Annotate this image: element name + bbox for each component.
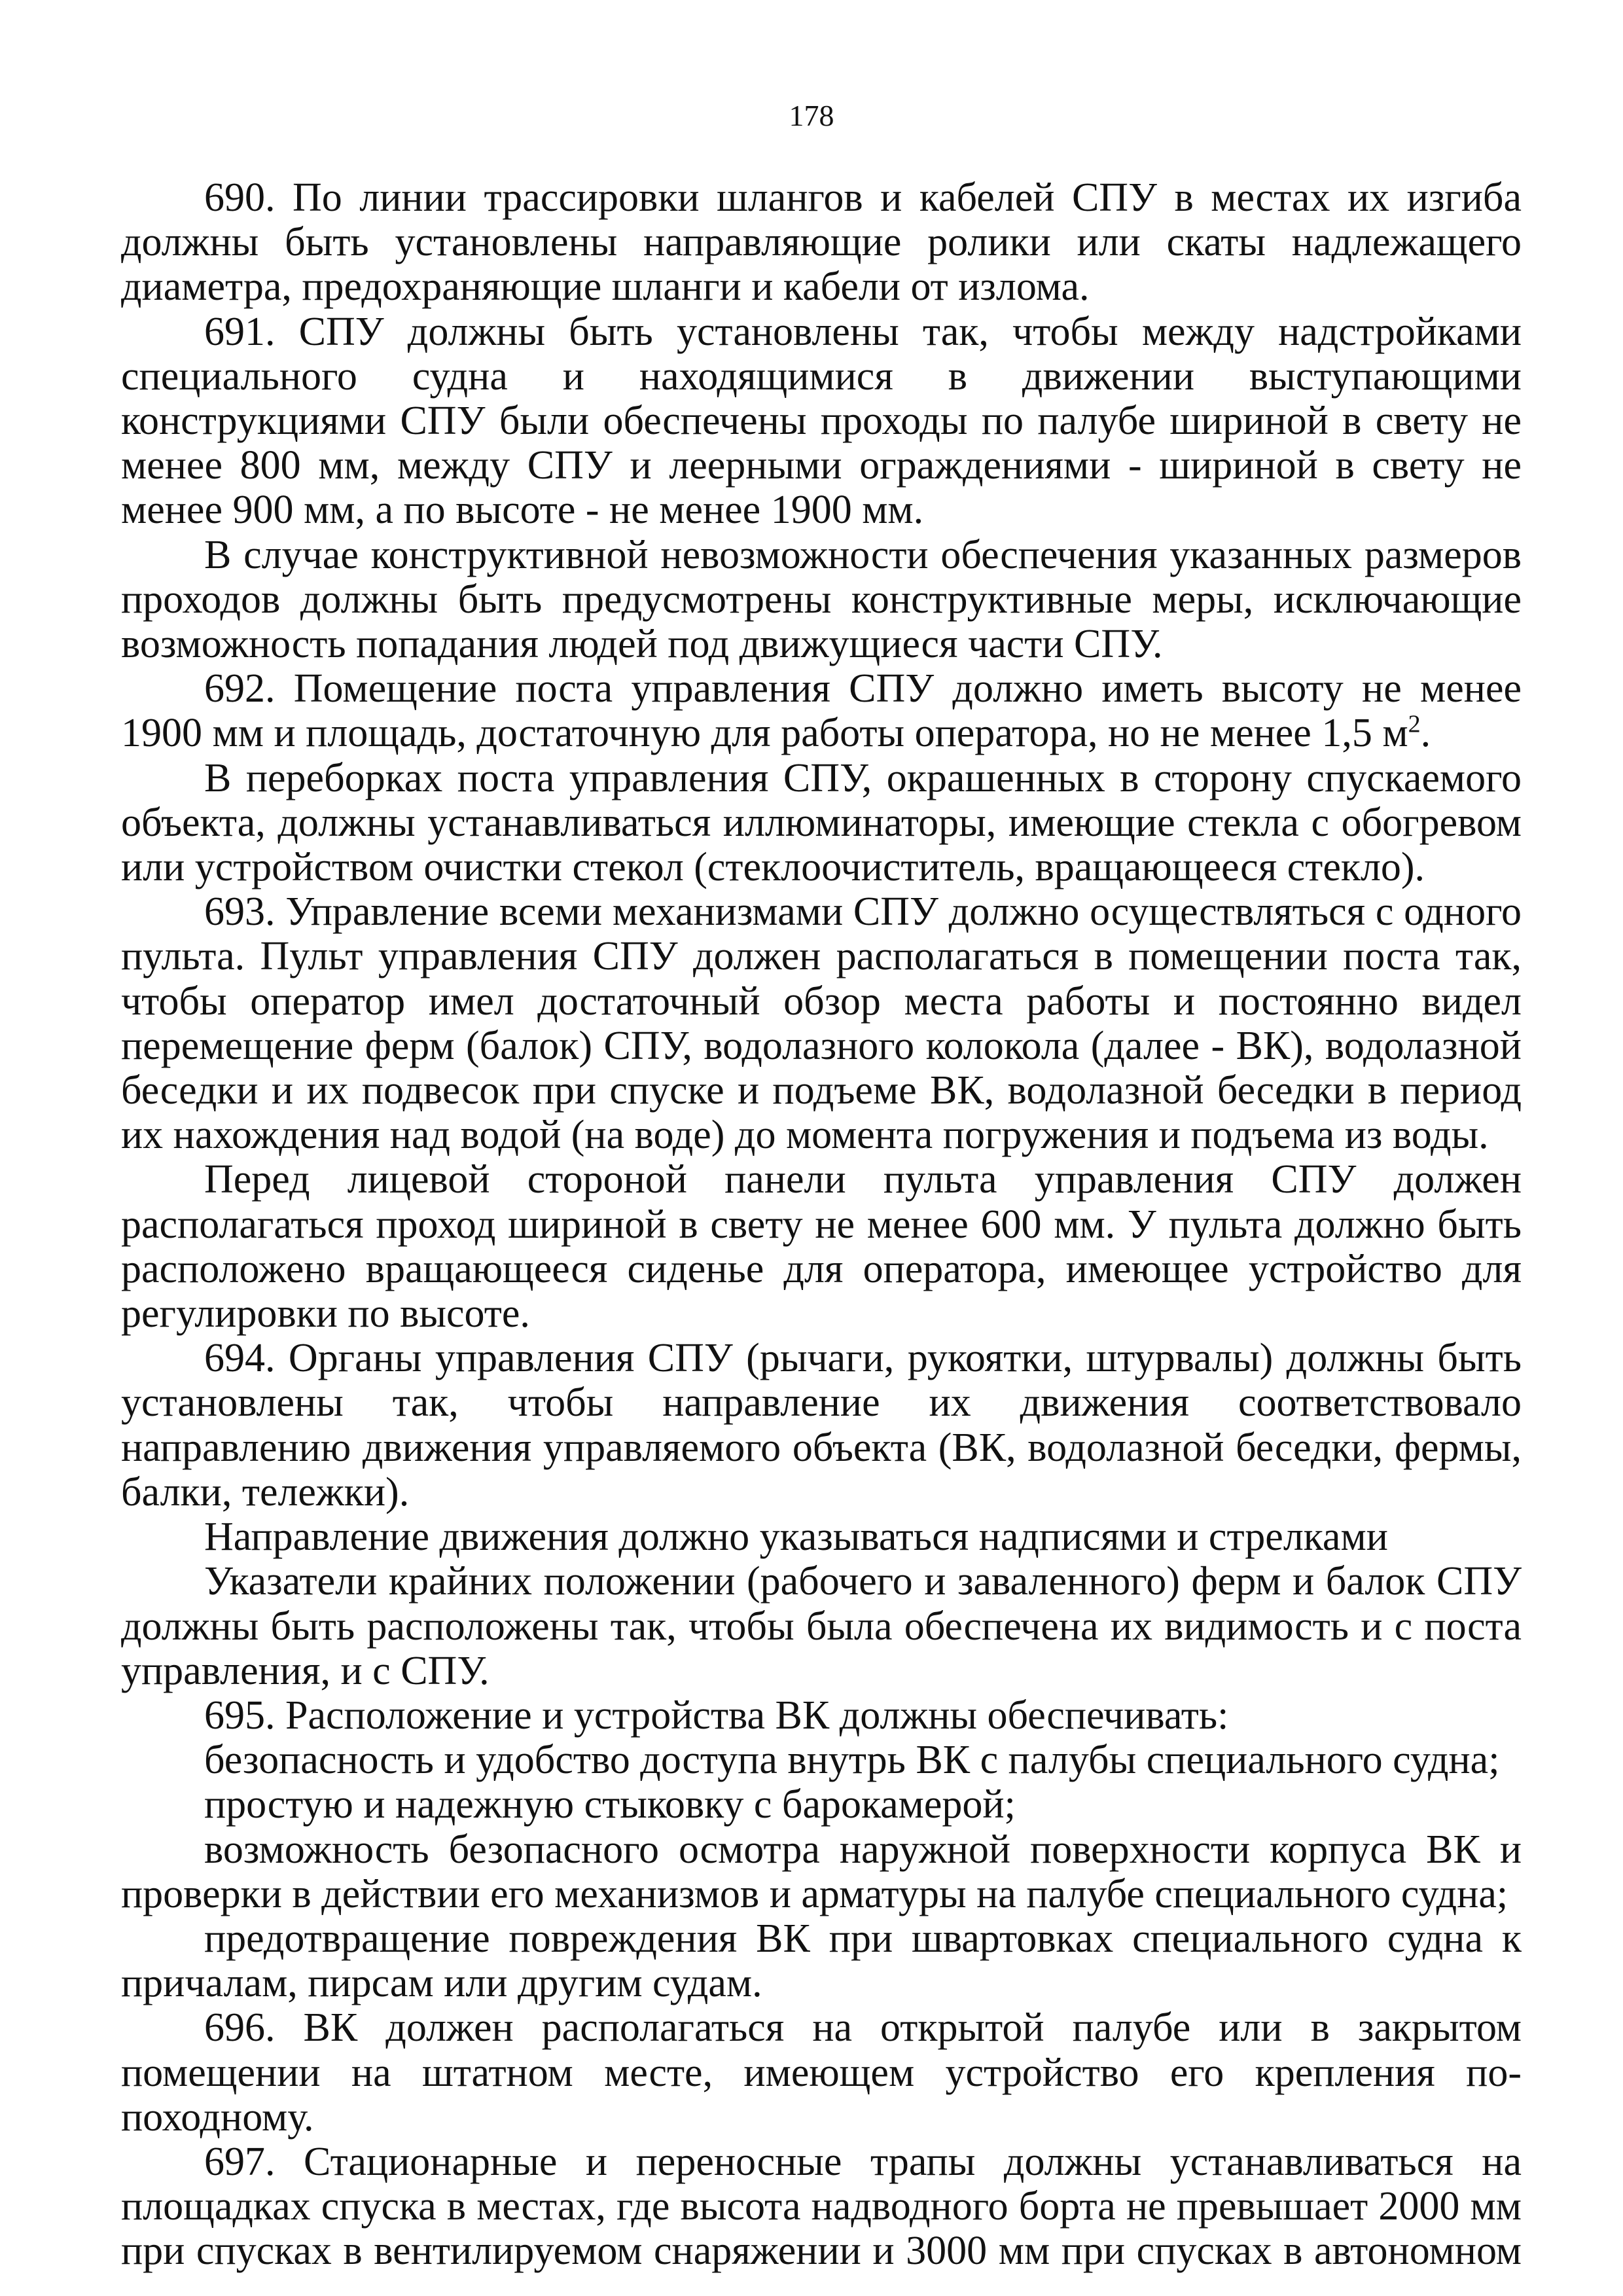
paragraph-692 [121,666,1522,755]
paragraph-697: 697. Стационарные и переносные трапы должны устанавливаться на площадках спуска в местах, где высота надводного борта не превышает 2000 мм при спусках в вентилируемом снаряжении и 3000 мм при спусках в автономном [121,2139,1522,2274]
paragraph-694-arrows: Направление движения должно указываться надписями и стрелками [204,1515,1388,1560]
paragraph-690: 690. По линии трассировки шлангов и кабелей СПУ в местах их изгиба должны быть установлены направляющие ролики или скаты надлежащего диаметра, предохраняющие шланги и кабели от излома. [121,175,1522,310]
paragraph-693: 693. Управление всеми механизмами СПУ должно осуществляться с одного пульта. Пульт управления СПУ должен располагаться в помещении поста так, чтобы оператор имел достаточный обзор места работы и постоянно видел перемещение ферм (балок) СПУ, водолазного колокола (далее - ВК), водолазной беседки и их подвесок при спуске и подъеме ВК, водолазной беседки в период их нахождения над водой (на воде) до момента погружения и подъема из воды. [121,889,1522,1158]
paragraph-692-text: 692. Помещение поста управления СПУ должно иметь высоту не менее 1900 мм и площадь, достаточную для работы оператора, но не менее 1,5 м [121,666,1522,756]
paragraph-694-indicators: Указатели крайних положении (рабочего и заваленного) ферм и балок СПУ должны быть расположены так, чтобы была обеспечена их видимость и с поста управления, и с СПУ. [121,1559,1522,1693]
paragraph-695: 695. Расположение и устройства ВК должны обеспечивать: [204,1693,1229,1738]
superscript-squared: 2 [1408,710,1421,738]
body-text [121,175,1522,2274]
paragraph-692-cont: В переборках поста управления СПУ, окрашенных в сторону спускаемого объекта, должны устанавливаться иллюминаторы, имеющие стекла с обогревом или устройством очистки стекол (стеклоочиститель, вращающееся стекло). [121,755,1522,890]
list-item-inspection: возможность безопасного осмотра наружной поверхности корпуса ВК и проверки в действии его механизмов и арматуры на палубе специального судна; [121,1827,1522,1916]
paragraph-696: 696. ВК должен располагаться на открытой палубе или в закрытом помещении на штатном месте, имеющем устройство его крепления по-походному. [121,2005,1522,2140]
paragraph-691: 691. СПУ должны быть установлены так, чтобы между надстройками специального судна и находящимися в движении выступающими конструкциями СПУ были обеспечены проходы по палубе шириной в свету не менее 800 мм, между СПУ и леерными ограждениями - шириной в свету не менее 900 мм, а по высоте - не менее 1900 мм. [121,309,1522,533]
paragraph-693-cont: Перед лицевой стороной панели пульта управления СПУ должен располагаться проход шириной в свету не менее 600 мм. У пульта должно быть расположено вращающееся сиденье для оператора, имеющее устройство для регулировки по высоте. [121,1157,1522,1336]
paragraph-692-end: . [1420,711,1431,756]
list-item-damage-prevention: предотвращение повреждения ВК при швартовках специального судна к причалам, пирсам или другим судам. [121,1916,1522,2006]
paragraph-691-cont: В случае конструктивной невозможности обеспечения указанных размеров проходов должны быть предусмотрены конструктивные меры, исключающие возможность попадания людей под движущиеся части СПУ. [121,532,1522,667]
page-number: 178 [789,99,834,132]
paragraph-694: 694. Органы управления СПУ (рычаги, рукоятки, штурвалы) должны быть установлены так, чтобы направление их движения соответствовало направлению движения управляемого объекта (ВК, водолазной беседки, фермы, балки, тележки). [121,1336,1522,1515]
list-item-access: безопасность и удобство доступа внутрь ВК с палубы специального судна; [204,1738,1500,1783]
list-item-docking: простую и надежную стыковку с барокамерой; [204,1782,1016,1827]
